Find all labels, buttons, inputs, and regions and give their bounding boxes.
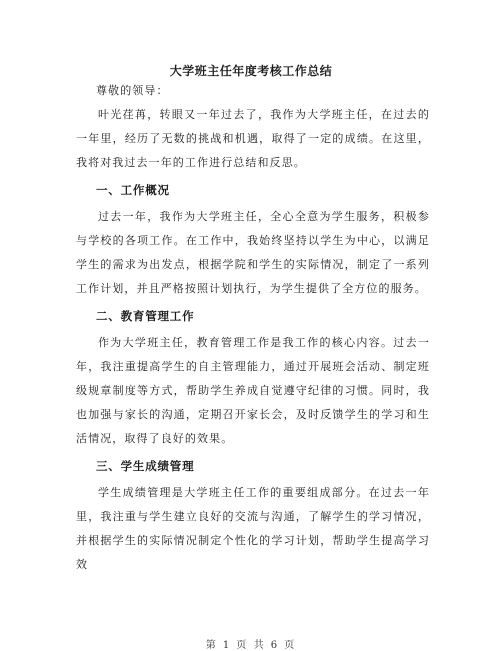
document-title: 大学班主任年度考核工作总结 (169, 64, 333, 78)
section-heading-2: 二、教育管理工作 (96, 309, 195, 323)
section-paragraph-2: 作为大学班主任，教育管理工作是我工作的核心内容。过去一年，我注重提高学生的自主管理能力，通过开展班会活动、制定班级规章制度等方式，帮助学生养成自觉遵守纪律的习惯。同时，我也加强与家长的沟通，定期召开家长会，及时反馈学生的学习和生活情况，取得了良好的效果。 (76, 336, 430, 445)
intro-paragraph: 叶光荏苒，转眼又一年过去了，我作为大学班主任，在过去的一年里，经历了无数的挑战和机遇，取得了一定的成绩。在这里，我将对我过去一年的工作进行总结和反思。 (76, 108, 430, 169)
section-paragraph-3: 学生成绩管理是大学班主任工作的重要组成部分。在过去一年里，我注重与学生建立良好的交流与沟通，了解学生的学习情况，并根据学生的实际情况制定个性化的学习计划，帮助学生提高学习效 (76, 486, 430, 571)
page-number-footer: 第 1 页 共 6 页 (205, 640, 297, 651)
salutation: 尊敬的领导： (96, 84, 169, 97)
section-paragraph-1: 过去一年，我作为大学班主任，全心全意为学生服务，积极参与学校的各项工作。在工作中，我始终坚持以学生为中心，以满足学生的需求为出发点，根据学院和学生的实际情况，制定了一系列工作计划，并且严格按照计划执行，为学生提供了全方位的服务。 (76, 210, 430, 295)
section-heading-1: 一、工作概况 (96, 183, 170, 197)
section-heading-3: 三、学生成绩管理 (96, 459, 195, 473)
